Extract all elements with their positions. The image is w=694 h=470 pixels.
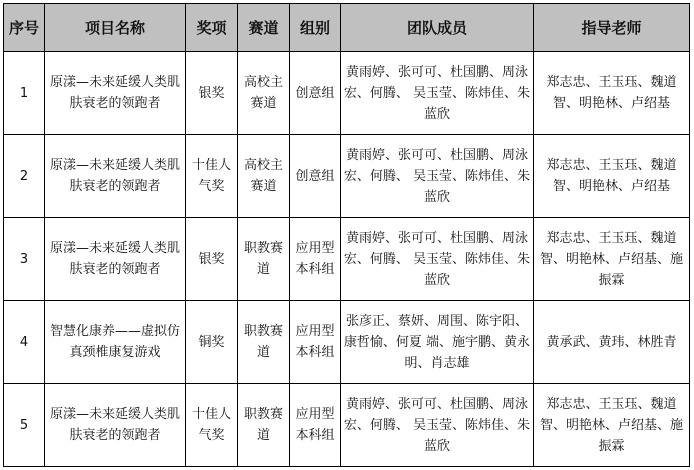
- cell-advisors: 郑志忠、王玉珏、魏道智、明艳林、卢绍基: [534, 135, 690, 218]
- table-row: [4, 218, 690, 301]
- cell-award: 十佳人气奖: [186, 135, 238, 218]
- cell-track: 职教赛道: [238, 301, 290, 384]
- cell-advisors: 黄承武、黄玮、林胜青: [534, 301, 690, 384]
- header-row: [4, 4, 690, 52]
- table-row: [4, 301, 690, 384]
- cell-members: 黄雨婷、张可可、杜国鹏、周泳宏、何腾、 吴玉莹、陈炜佳、朱蓝欣: [341, 52, 534, 135]
- cell-members: 张彦正、蔡妍、周围、陈宇阳、康哲愉、何夏 端、施宇鹏、黄永明、肖志雄: [341, 301, 534, 384]
- cell-group: 创意组: [290, 135, 341, 218]
- cell-members: 黄雨婷、张可可、杜国鹏、周泳宏、何腾、 吴玉莹、陈炜佳、朱蓝欣: [341, 135, 534, 218]
- cell-no: 1: [4, 52, 45, 135]
- header-group: 组别: [290, 4, 341, 52]
- cell-project: 原漾—未来延缓人类肌肤衰老的领跑者: [45, 218, 186, 301]
- header-members: 团队成员: [341, 4, 534, 52]
- cell-award: 铜奖: [186, 301, 238, 384]
- header-award: 奖项: [186, 4, 238, 52]
- cell-no: 2: [4, 135, 45, 218]
- cell-group: 应用型本科组: [290, 301, 341, 384]
- cell-group: 应用型本科组: [290, 384, 341, 467]
- header-project: 项目名称: [45, 4, 186, 52]
- cell-no: 3: [4, 218, 45, 301]
- cell-project: 智慧化康养——虚拟仿 真颈椎康复游戏: [45, 301, 186, 384]
- cell-project: 原漾—未来延缓人类肌肤衰老的领跑者: [45, 384, 186, 467]
- cell-advisors: 郑志忠、王玉珏、魏道智、明艳林、卢绍基、施振霖: [534, 384, 690, 467]
- table-row: [4, 384, 690, 467]
- cell-advisors: 郑志忠、王玉珏、魏道智、明艳林、卢绍基: [534, 52, 690, 135]
- header-advisors: 指导老师: [534, 4, 690, 52]
- cell-members: 黄雨婷、张可可、杜国鹏、周泳宏、何腾、 吴玉莹、陈炜佳、朱蓝欣: [341, 218, 534, 301]
- cell-award: 银奖: [186, 218, 238, 301]
- cell-track: 高校主赛道: [238, 52, 290, 135]
- table-row: [4, 135, 690, 218]
- cell-award: 十佳人气奖: [186, 384, 238, 467]
- header-no: 序号: [4, 4, 45, 52]
- cell-group: 创意组: [290, 52, 341, 135]
- cell-project: 原漾—未来延缓人类肌肤衰老的领跑者: [45, 52, 186, 135]
- cell-members: 黄雨婷、张可可、杜国鹏、周泳宏、何腾、 吴玉莹、陈炜佳、朱蓝欣: [341, 384, 534, 467]
- cell-no: 5: [4, 384, 45, 467]
- header-track: 赛道: [238, 4, 290, 52]
- cell-track: 高校主赛道: [238, 135, 290, 218]
- cell-no: 4: [4, 301, 45, 384]
- table-row: [4, 52, 690, 135]
- cell-advisors: 郑志忠、王玉珏、魏道智、明艳林、卢绍基、施振霖: [534, 218, 690, 301]
- awards-table: [3, 3, 690, 467]
- cell-award: 银奖: [186, 52, 238, 135]
- cell-track: 职教赛道: [238, 218, 290, 301]
- cell-project: 原漾—未来延缓人类肌肤衰老的领跑者: [45, 135, 186, 218]
- cell-track: 职教赛道: [238, 384, 290, 467]
- cell-group: 应用型本科组: [290, 218, 341, 301]
